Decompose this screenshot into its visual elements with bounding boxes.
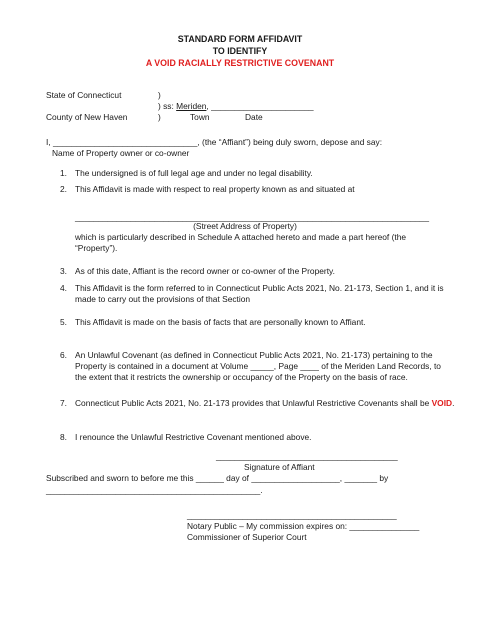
notary-line: _____________________________________________	[187, 510, 397, 520]
item-3-text: As of this date, Affiant is the record owner or co-owner of the Property.	[75, 266, 335, 276]
form-subtitle: TO IDENTIFY	[212, 46, 268, 56]
item-7-text	[75, 398, 455, 409]
form-title: STANDARD FORM AFFIDAVIT	[177, 34, 303, 44]
item-number: 5.	[60, 317, 67, 327]
signature-label: Signature of Affiant	[244, 462, 315, 472]
address-line: ____________________________________________________________________________	[75, 212, 429, 222]
commissioner-label: Commissioner of Superior Court	[187, 532, 307, 542]
affiant-name-line: I, _______________________________, (the “Affiant”) being duly sworn, depose and say:	[46, 137, 383, 147]
item-number: 3.	[60, 266, 67, 276]
form-heading-void-covenant: A VOID RACIALLY RESTRICTIVE COVENANT	[145, 58, 335, 68]
venue-state: State of Connecticut	[46, 90, 122, 100]
venue-county: County of New Haven	[46, 112, 128, 122]
item-6-text: An Unlawful Covenant (as defined in Connecticut Public Acts 2021, No. 21-173) pertaining to the Property is contained in a document at Volume _____, Page ____ of the Meriden Land Records, to the extent that it restricts the ownership or occupancy of the Property on the basis of race.	[75, 350, 441, 382]
item-4-text: This Affidavit is the form referred to in Connecticut Public Acts 2021, No. 21-173, Section 1, and it is made to carry out the provisions of that Section	[75, 283, 444, 304]
item-7-body: Connecticut Public Acts 2021, No. 21-173 provides that Unlawful Restrictive Covenants shall be	[75, 398, 432, 408]
venue-paren: )	[158, 112, 161, 122]
item-number: 7.	[60, 398, 67, 408]
venue-paren: )	[158, 90, 161, 100]
venue-date-label: Date	[245, 112, 263, 122]
item-number: 1.	[60, 168, 67, 178]
address-label: (Street Address of Property)	[193, 221, 297, 231]
notary-label: Notary Public – My commission expires on: _______________	[187, 521, 420, 531]
item-number: 8.	[60, 432, 67, 442]
venue-town-value: Meriden	[176, 101, 207, 111]
item-number: 4.	[60, 283, 67, 293]
venue-ss-line	[158, 101, 314, 112]
venue-town-blank: , ______________________	[206, 101, 314, 111]
item-8-text: I renounce the Unlawful Restrictive Covenant mentioned above.	[75, 432, 312, 442]
venue-ss-prefix: ) ss:	[158, 101, 177, 111]
item-1-text: The undersigned is of full legal age and under no legal disability.	[75, 168, 313, 178]
subscribed-name-line: ______________________________________________.	[46, 485, 263, 495]
affiant-name-label: Name of Property owner or co-owner	[52, 148, 190, 158]
item-number: 6.	[60, 350, 67, 360]
item-number: 2.	[60, 184, 67, 194]
item-5-text: This Affidavit is made on the basis of facts that are personally known to Affiant.	[75, 317, 366, 327]
void-emphasis: VOID	[431, 398, 453, 408]
item-2-continued: which is particularly described in Schedule A attached hereto and made a part hereof (the “Property”).	[75, 232, 407, 253]
subscribed-line: Subscribed and sworn to before me this ______ day of ___________________, _______ by	[46, 473, 389, 483]
item-2-text: This Affidavit is made with respect to real property known as and situated at	[75, 184, 355, 194]
signature-line: _______________________________________	[216, 451, 398, 461]
venue-town-label: Town	[190, 112, 210, 122]
item-7-end: .	[452, 398, 455, 408]
